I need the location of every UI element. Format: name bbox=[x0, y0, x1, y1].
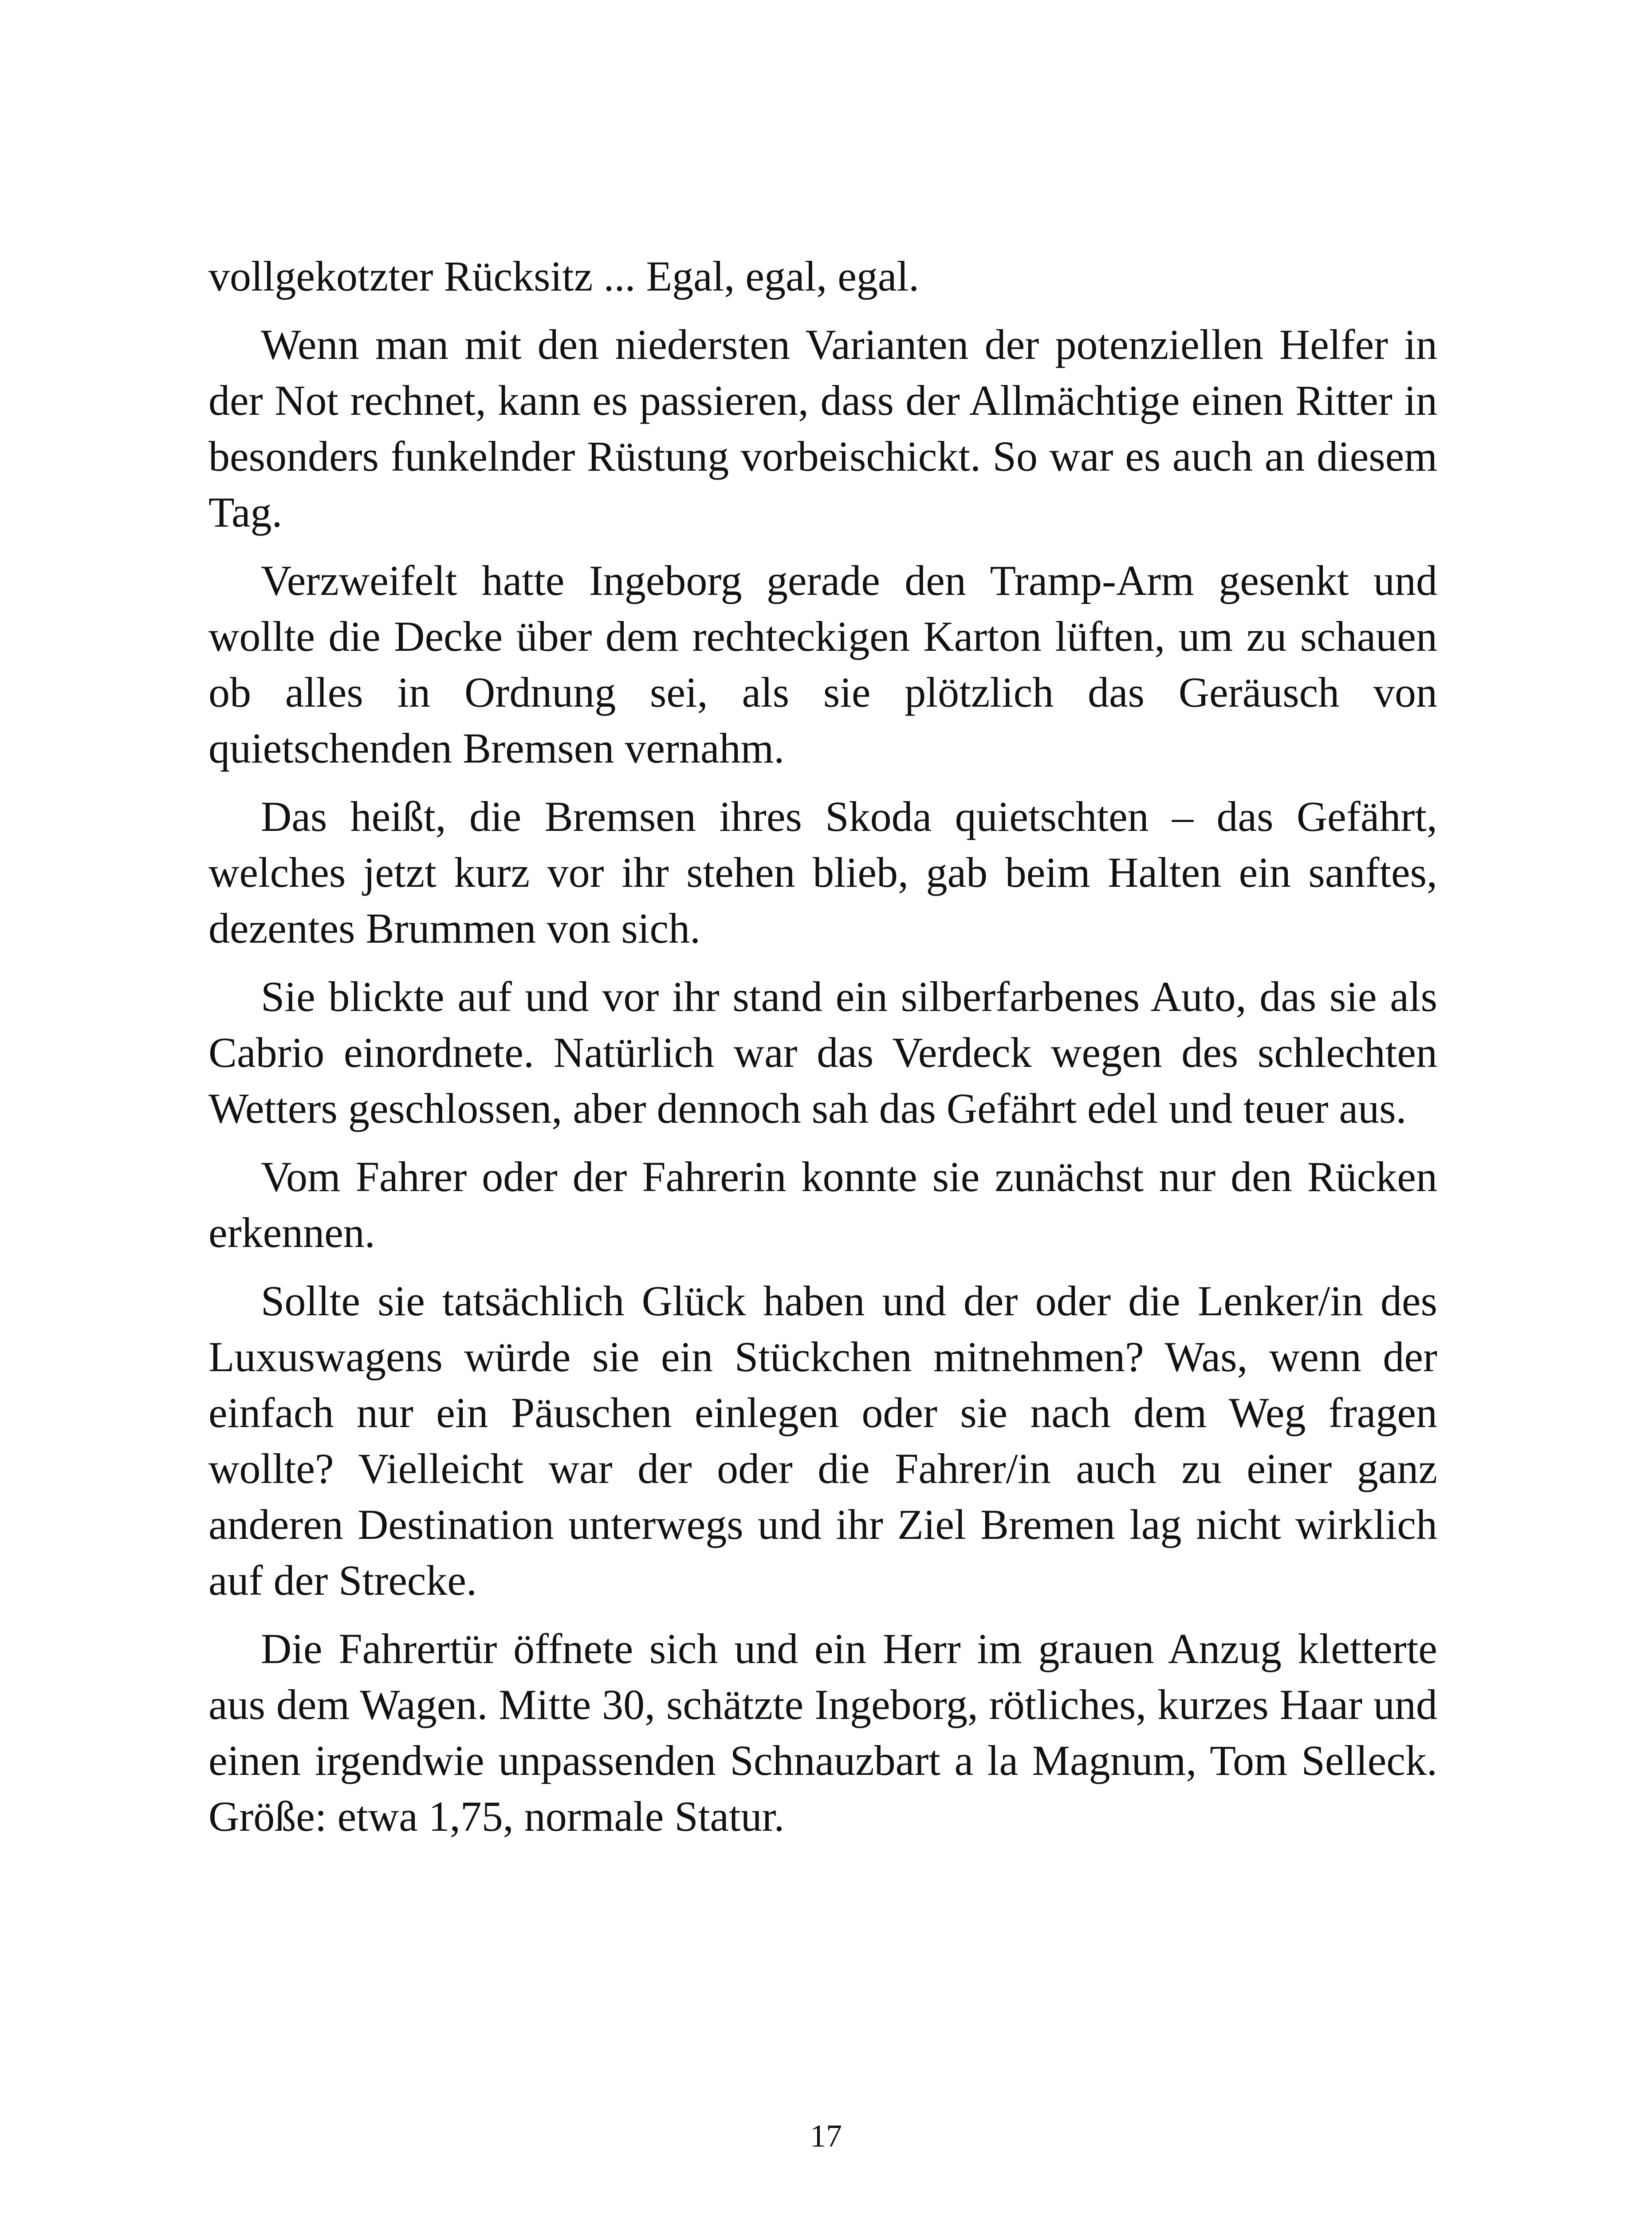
paragraph: Die Fahrertür öffnete sich und ein Herr im grauen Anzug kletterte aus dem Wagen. Mitte 30, schätzte Ingeborg, rötliches, kurzes Haar und einen irgendwie unpassenden Schnauzbart a la Magnum, Tom Selleck. Größe: etwa 1,75, normale Statur. bbox=[208, 1625, 1437, 1840]
body-text bbox=[208, 248, 1437, 1857]
paragraph: Sollte sie tatsächlich Glück haben und der oder die Lenker/in des Luxuswagens würde sie ein Stückchen mitnehmen? Was, wenn der einfach nur ein Päuschen einlegen oder sie nach dem Weg fragen wollte? Vielleicht war der oder die Fahrer/in auch zu einer ganz anderen Destination unterwegs und ihr Ziel Bremen lag nicht wirklich auf der Strecke. bbox=[208, 1277, 1437, 1604]
paragraph: vollgekotzter Rücksitz ... Egal, egal, egal. bbox=[208, 252, 920, 300]
page-number: 17 bbox=[810, 2118, 842, 2154]
paragraph: Wenn man mit den niedersten Varianten der potenziellen Helfer in der Not rechnet, kann es passieren, dass der Allmächtige einen Ritter in besonders funkelnder Rüstung vorbeischickt. So war es auch an diesem Tag. bbox=[208, 321, 1437, 536]
paragraph: Sie blickte auf und vor ihr stand ein silberfarbenes Auto, das sie als Cabrio einordnete. Natürlich war das Verdeck wegen des schlechten Wetters geschlossen, aber dennoch sah das Gefährt edel und teuer aus. bbox=[208, 973, 1437, 1132]
paragraph: Vom Fahrer oder der Fahrerin konnte sie zunächst nur den Rücken erkennen. bbox=[208, 1153, 1437, 1256]
paragraph: Das heißt, die Bremsen ihres Skoda quietschten – das Gefährt, welches jetzt kurz vor ihr stehen blieb, gab beim Halten ein sanftes, dezentes Brummen von sich. bbox=[208, 793, 1437, 952]
paragraph: Verzweifelt hatte Ingeborg gerade den Tramp-Arm gesenkt und wollte die Decke über dem rechteckigen Karton lüften, um zu schauen ob alles in Ordnung sei, als sie plötzlich das Geräusch von quietschenden Bremsen vernahm. bbox=[208, 557, 1437, 772]
